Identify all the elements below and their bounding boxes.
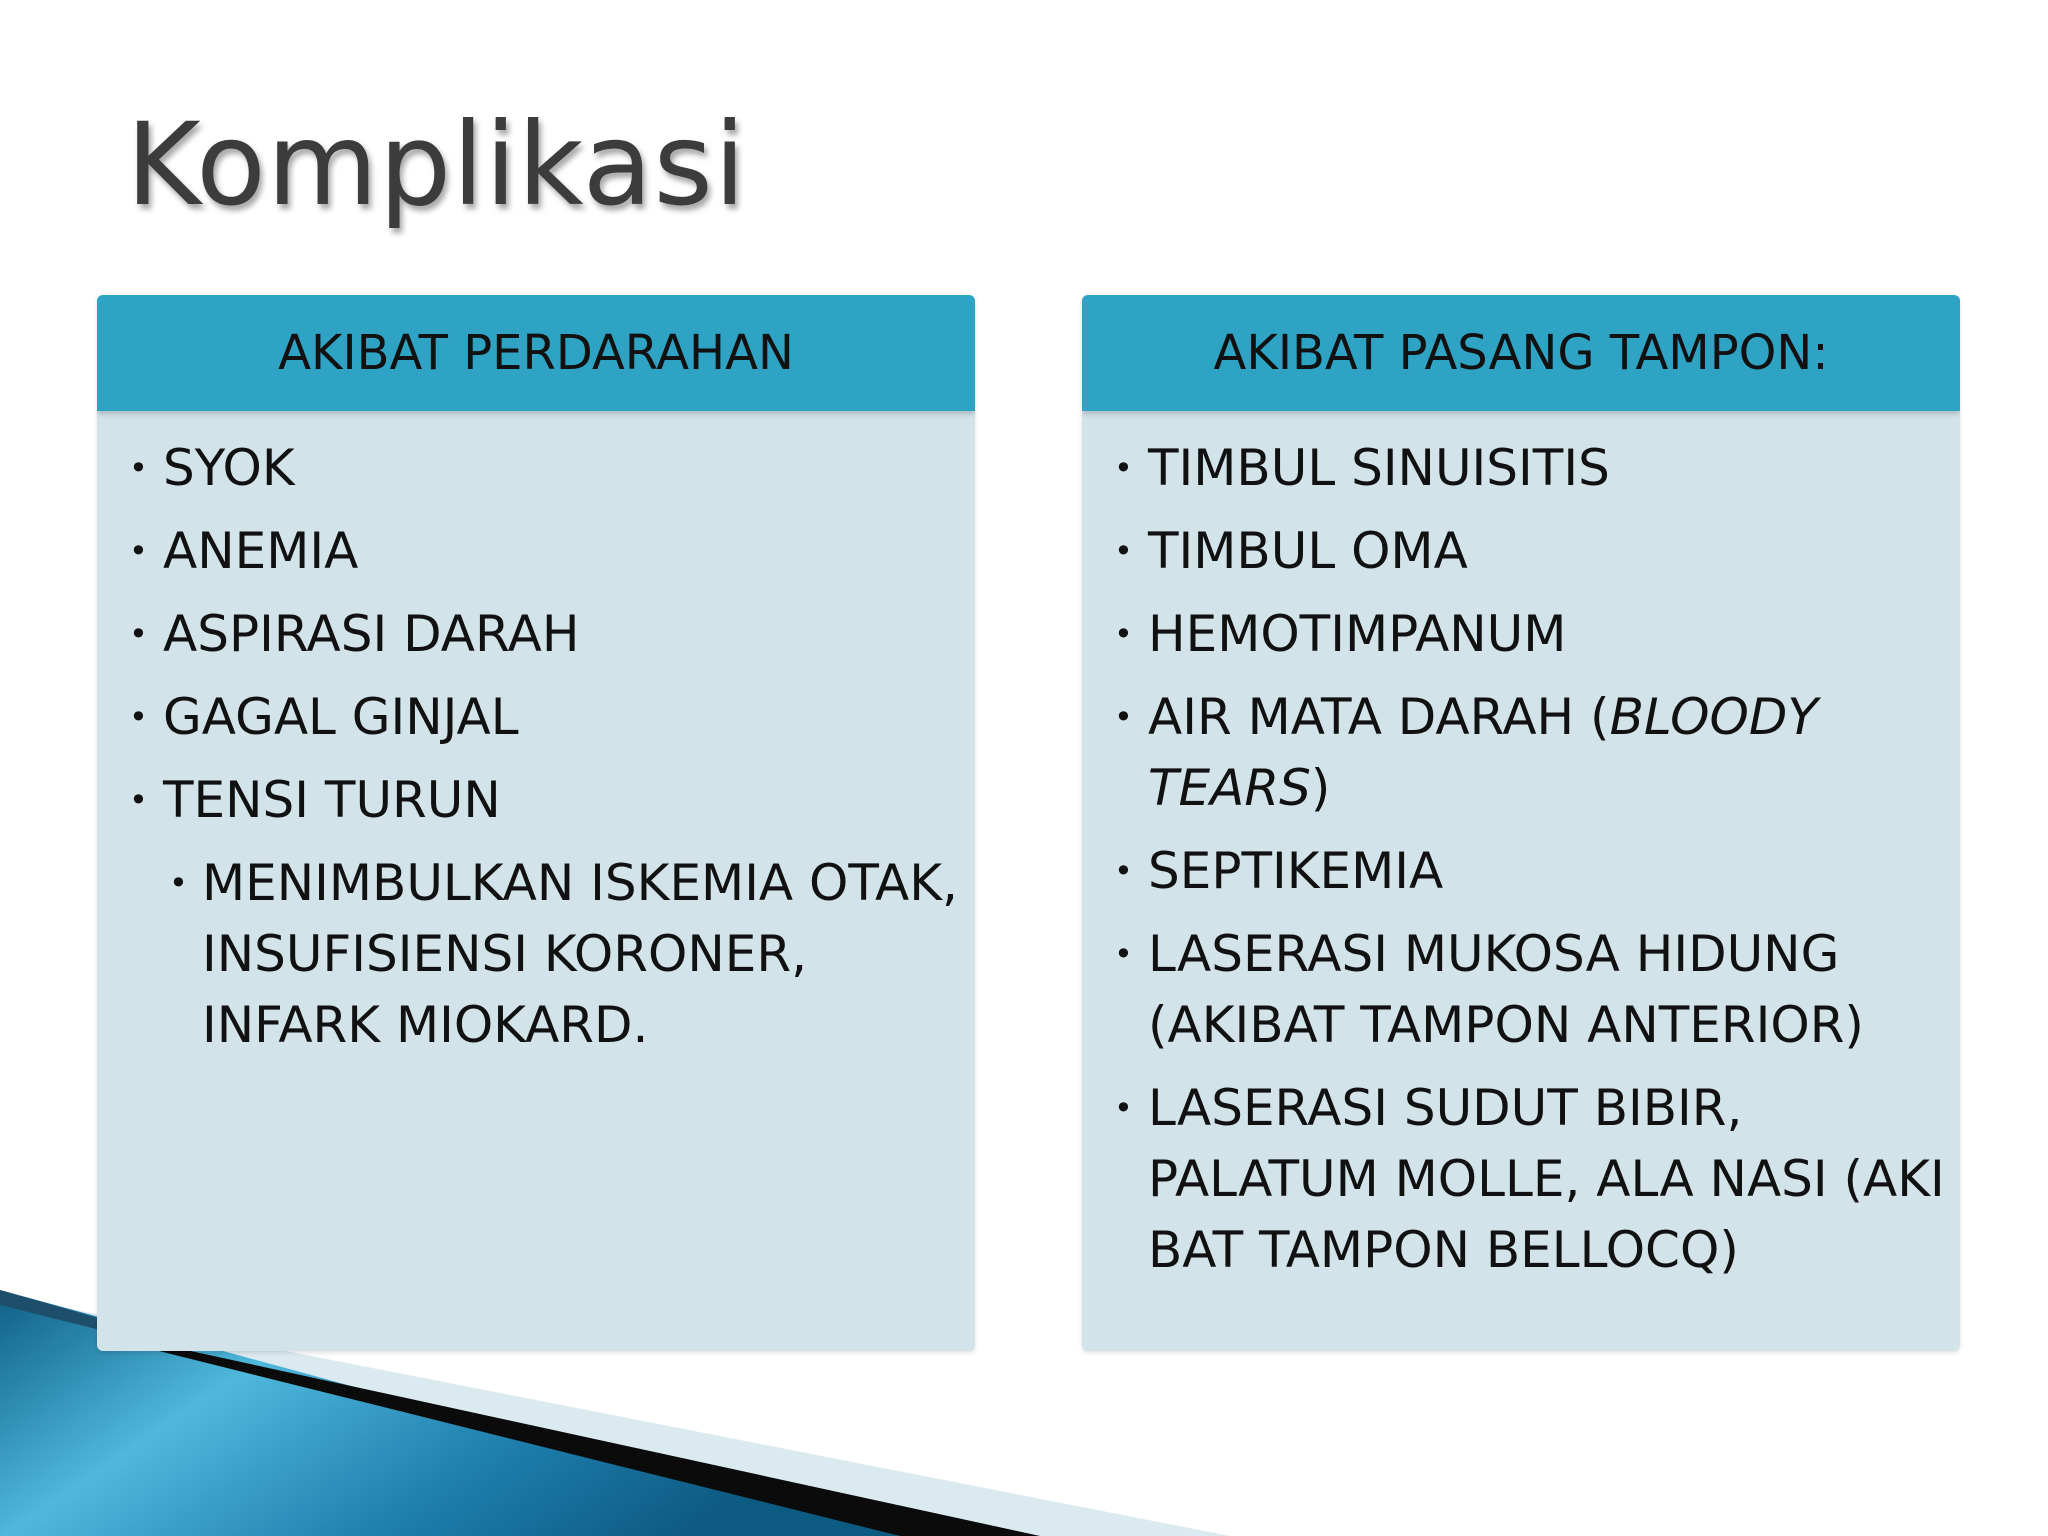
left-card — [97, 295, 975, 1351]
list-item: • TIMBUL OMA — [1082, 516, 1960, 587]
list-item: • ASPIRASI DARAH — [97, 599, 975, 670]
list-item: • SEPTIKEMIA — [1082, 836, 1960, 907]
item-text: ) — [1310, 759, 1331, 817]
list-item: • LASERASI SUDUT BIBIR, PALATUM MOLLE, ALA NASI (AKI BAT TAMPON BELLOCQ) — [1082, 1073, 1960, 1286]
item-italic-text: BLOODY TEARS — [1148, 688, 1818, 817]
list-item: • LASERASI MUKOSA HIDUNG (AKIBAT TAMPON ANTERIOR) — [1082, 919, 1960, 1061]
list-item: • GAGAL GINJAL — [97, 682, 975, 753]
list-item: • TENSI TURUN — [97, 765, 975, 836]
list-item: • ANEMIA — [97, 516, 975, 587]
left-bullet-list — [97, 411, 975, 1061]
list-item: • SYOK — [97, 433, 975, 504]
list-item — [1082, 682, 1960, 824]
item-text: AIR MATA DARAH ( — [1148, 688, 1610, 746]
list-item: • HEMOTIMPANUM — [1082, 599, 1960, 670]
sub-list-item: • MENIMBULKAN ISKEMIA OTAK, INSUFISIENSI KORONER, INFARK MIOKARD. — [97, 848, 975, 1061]
list-item: • TIMBUL SINUISITIS — [1082, 433, 1960, 504]
right-card-header: AKIBAT PASANG TAMPON: — [1082, 295, 1960, 411]
left-card-header: AKIBAT PERDARAHAN — [97, 295, 975, 411]
right-bullet-list — [1082, 411, 1960, 1286]
right-card — [1082, 295, 1960, 1351]
slide-title: Komplikasi — [126, 98, 747, 231]
